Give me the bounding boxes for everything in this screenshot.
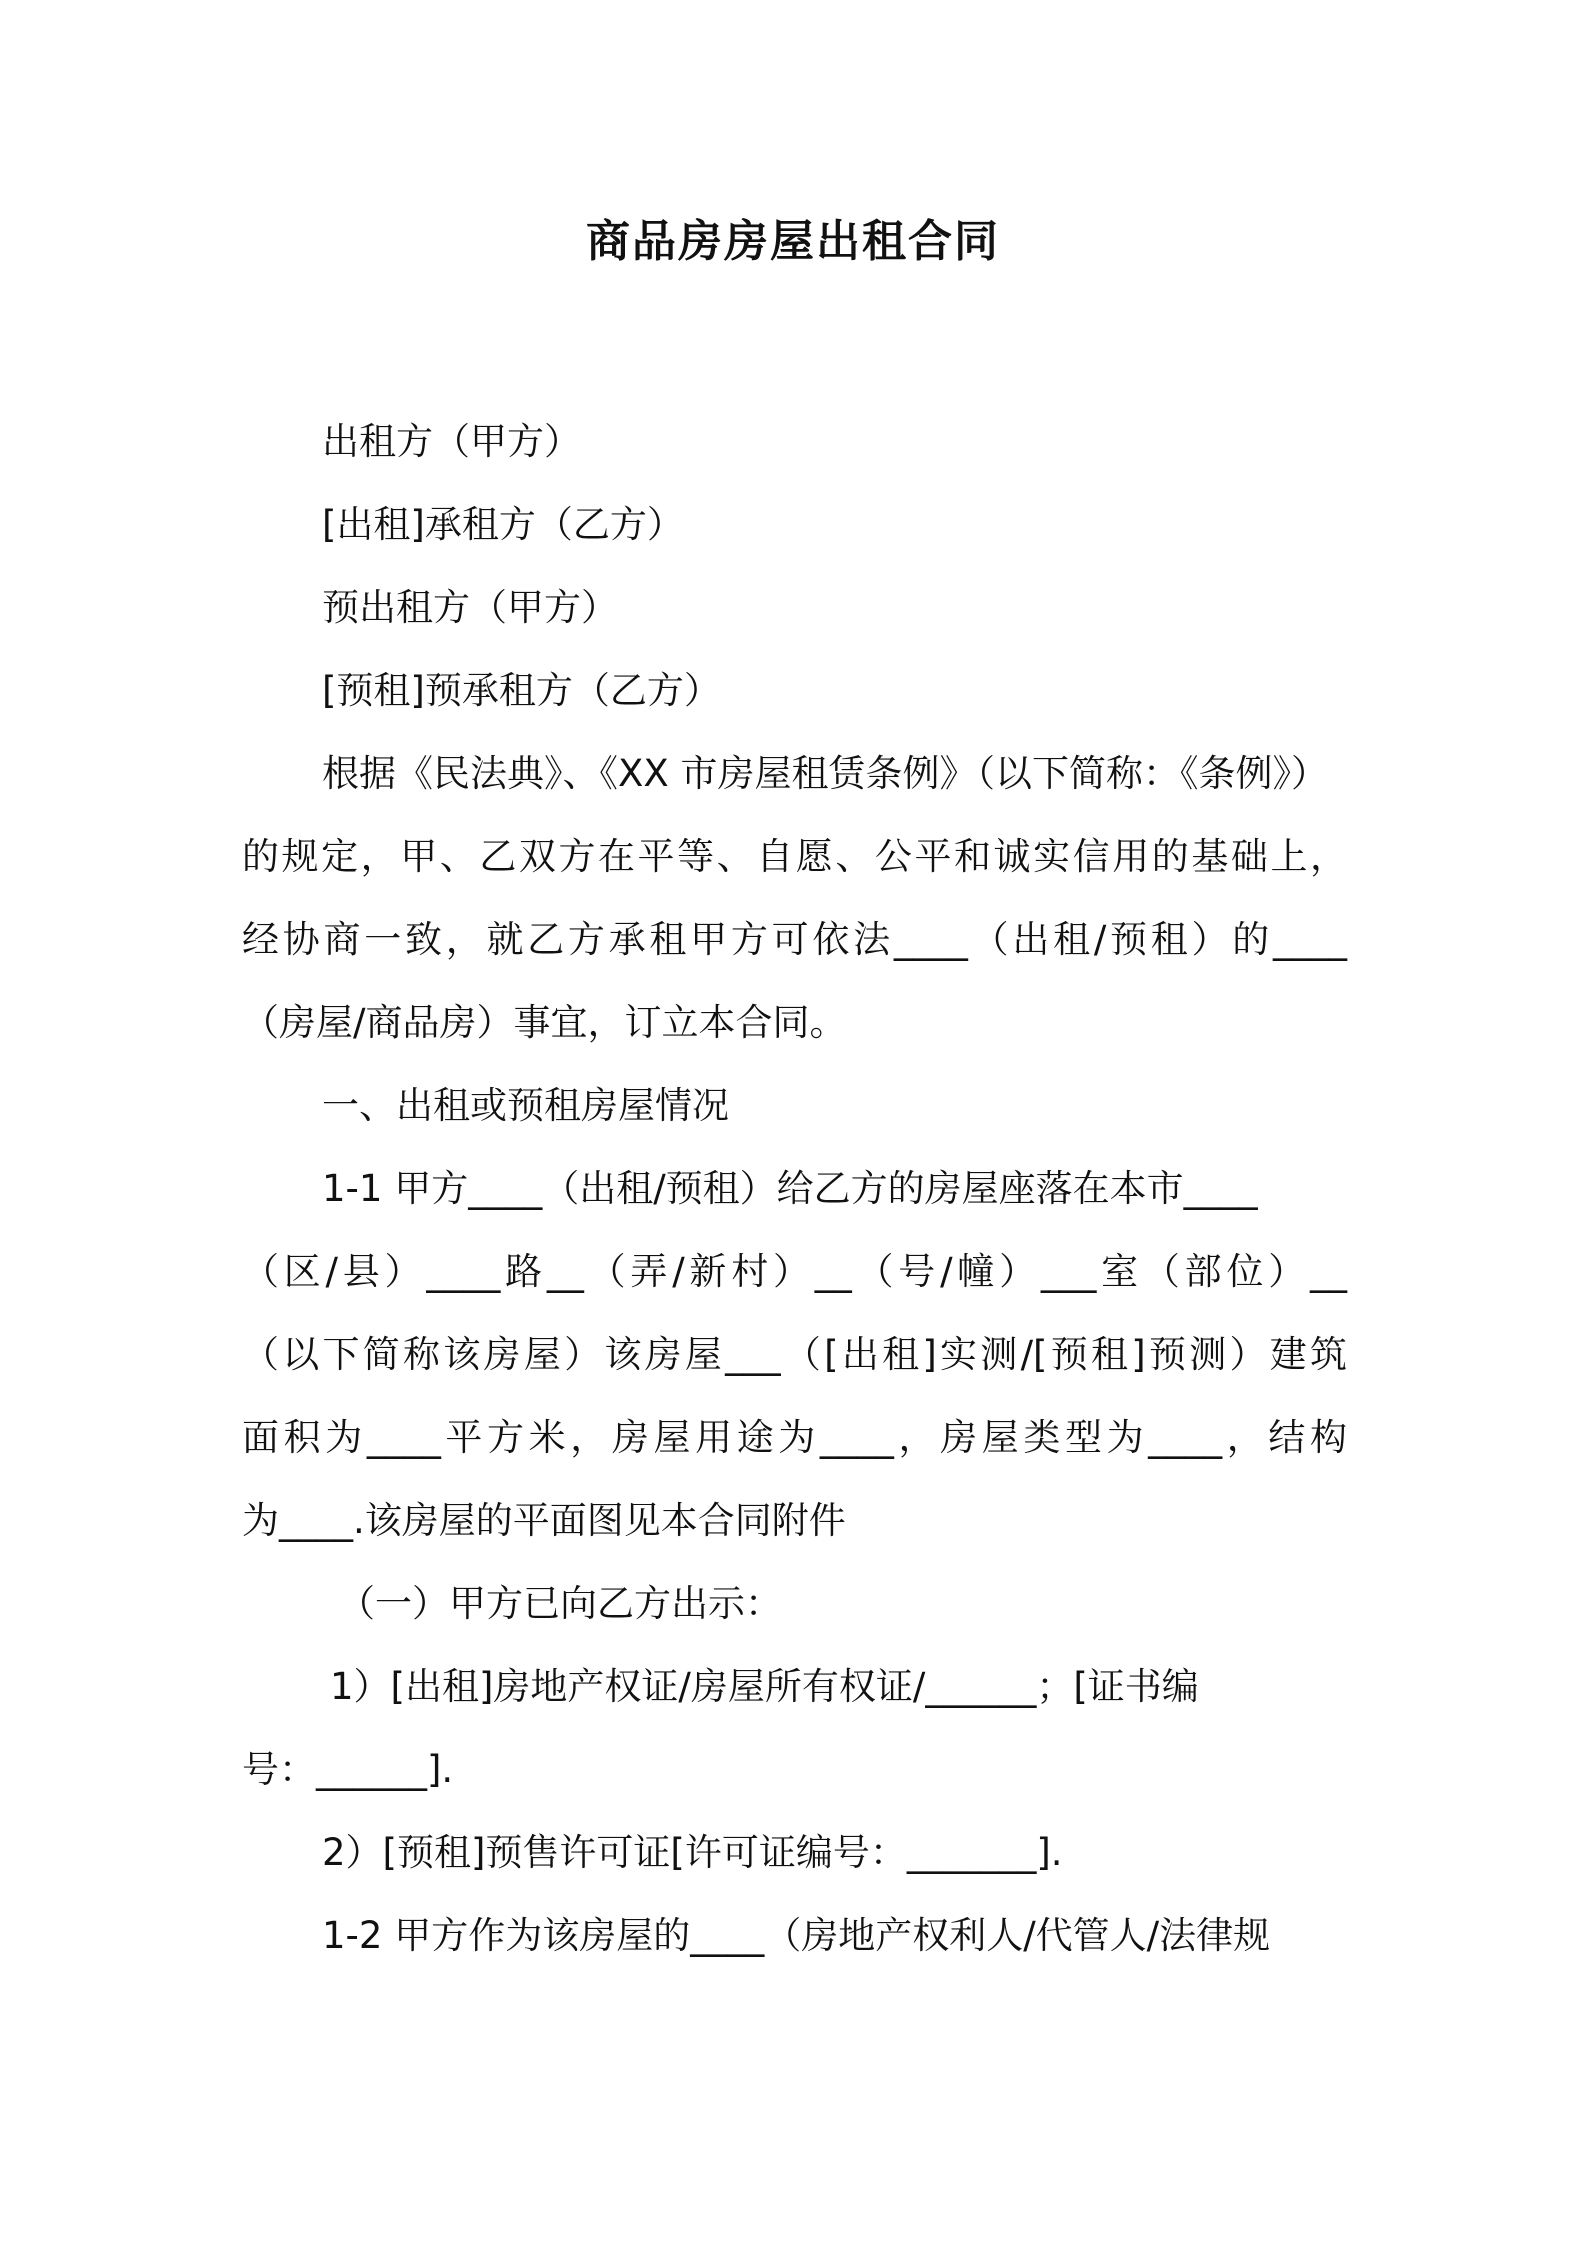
item-1-line-2: 号：______].: [242, 1748, 454, 1791]
clause-1-1-line-5: 为____.该房屋的平面图见本合同附件: [242, 1499, 846, 1542]
party-pre-lessor: 预出租方（甲方）: [322, 586, 618, 629]
party-pre-lessee: [预租]预承租方（乙方）: [322, 669, 721, 712]
item-1-line-1: 1）[出租]房地产权证/房屋所有权证/______；[证书编: [330, 1665, 1199, 1708]
item-2: 2）[预租]预售许可证[许可证编号：_______].: [322, 1831, 1063, 1874]
party-lessee: [出租]承租方（乙方）: [322, 503, 684, 546]
clause-1-1-line-1: 1-1 甲方____（出租/预租）给乙方的房屋座落在本市____: [322, 1167, 1258, 1210]
subsection-heading-1: （一）甲方已向乙方出示：: [338, 1582, 782, 1625]
party-lessor: 出租方（甲方）: [322, 420, 581, 463]
clause-1-1-line-2: （区/县）____路__（弄/新村）__（号/幢）___室（部位）__: [242, 1250, 1347, 1293]
preamble-line-4: （房屋/商品房）事宜，订立本合同。: [242, 1001, 847, 1044]
document-title: 商品房房屋出租合同: [586, 216, 1000, 267]
clause-1-1-line-3: （以下简称该房屋）该房屋___（[出租]实测/[预租]预测）建筑: [242, 1333, 1347, 1376]
clause-1-2-line-1: 1-2 甲方作为该房屋的____（房地产权利人/代管人/法律规: [322, 1914, 1271, 1957]
preamble-line-3: 经协商一致，就乙方承租甲方可依法____（出租/预租）的____: [242, 918, 1347, 961]
section-heading-1: 一、出租或预租房屋情况: [322, 1084, 729, 1127]
document-body: [242, 400, 1347, 1977]
preamble-line-1: 根据《民法典》、《XX 市房屋租赁条例》（以下简称：《条例》）: [322, 752, 1328, 795]
preamble-line-2: 的规定，甲、乙双方在平等、自愿、公平和诚实信用的基础上，: [242, 835, 1347, 878]
clause-1-1-line-4: 面积为____平方米，房屋用途为____，房屋类型为____，结构: [242, 1416, 1347, 1459]
